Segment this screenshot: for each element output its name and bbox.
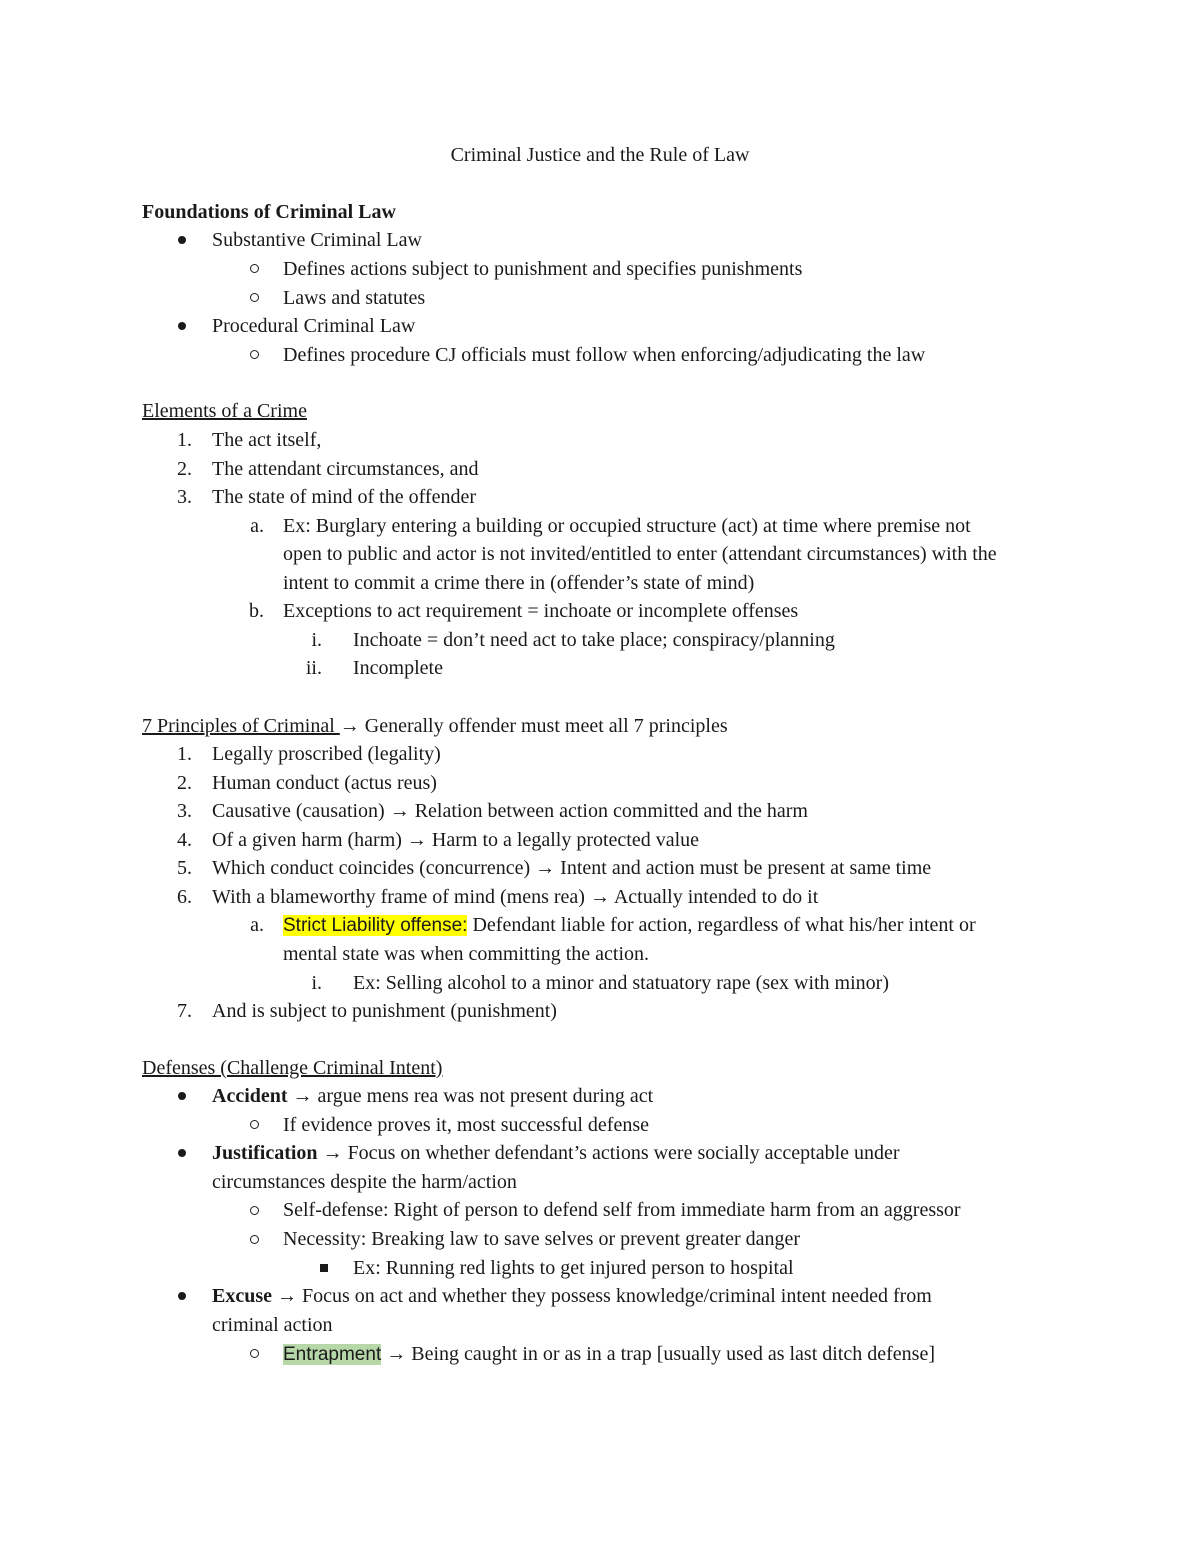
necessity-text: Necessity: Breaking law to save selves or prevent greater danger <box>283 1228 801 1250</box>
list-item: The state of mind of the offender <box>212 486 476 508</box>
bullet-square-icon <box>320 1264 328 1272</box>
strict-liability-line <box>283 911 976 940</box>
bullet-circle-icon <box>250 1206 259 1215</box>
justification-label: Justification <box>212 1142 318 1164</box>
list-marker: 5. <box>177 857 192 879</box>
procedural-law: Procedural Criminal Law <box>212 315 416 337</box>
substantive-definition: Defines actions subject to punishment and specifies punishments <box>283 258 803 280</box>
list-marker: 2. <box>177 772 192 794</box>
justification-item <box>212 1139 900 1167</box>
list-marker: 2. <box>177 458 192 480</box>
list-marker: a. <box>250 914 264 936</box>
principles-heading <box>142 712 728 740</box>
bullet-circle-icon <box>250 350 259 359</box>
incomplete-text: Incomplete <box>353 657 443 679</box>
burglary-example-line: open to public and actor is not invited/entitled to enter (attendant circumstances) with the <box>283 543 997 565</box>
strict-liability-rest: Defendant liable for action, regardless of what his/her intent or <box>467 914 976 936</box>
bullet-dot-icon <box>178 1092 186 1100</box>
entrapment-item <box>283 1340 935 1369</box>
bullet-circle-icon <box>250 1235 259 1244</box>
list-item: Legally proscribed (legality) <box>212 743 441 765</box>
inchoate-text: Inchoate = don’t need act to take place; conspiracy/planning <box>353 629 835 651</box>
excuse-text: → Focus on act and whether they possess knowledge/criminal intent needed from <box>272 1285 932 1307</box>
bullet-dot-icon <box>178 236 186 244</box>
excuse-line2: criminal action <box>212 1314 333 1336</box>
list-marker: b. <box>249 600 264 622</box>
exceptions-text: Exceptions to act requirement = inchoate or incomplete offenses <box>283 600 799 622</box>
list-marker: a. <box>250 515 264 537</box>
excuse-label: Excuse <box>212 1285 272 1307</box>
entrapment-text: → Being caught in or as in a trap [usually used as last ditch defense] <box>381 1343 935 1365</box>
document-title: Criminal Justice and the Rule of Law <box>450 144 750 166</box>
bullet-dot-icon <box>178 322 186 330</box>
list-marker: i. <box>311 972 322 994</box>
list-marker: 3. <box>177 800 192 822</box>
principles-heading-rest: → Generally offender must meet all 7 principles <box>339 715 728 737</box>
necessity-example: Ex: Running red lights to get injured person to hospital <box>353 1257 794 1279</box>
foundations-heading: Foundations of Criminal Law <box>142 201 396 223</box>
defenses-heading: Defenses (Challenge Criminal Intent) <box>142 1057 443 1079</box>
justification-text: → Focus on whether defendant’s actions were socially acceptable under <box>317 1142 900 1164</box>
accident-item <box>212 1082 653 1110</box>
strict-liability-highlight: Strict Liability offense: <box>283 915 468 936</box>
list-marker: 3. <box>177 486 192 508</box>
list-marker: 4. <box>177 829 192 851</box>
list-marker: 1. <box>177 429 192 451</box>
procedural-definition: Defines procedure CJ officials must follow when enforcing/adjudicating the law <box>283 344 926 366</box>
substantive-laws: Laws and statutes <box>283 287 426 309</box>
self-defense-text: Self-defense: Right of person to defend self from immediate harm from an aggressor <box>283 1199 961 1221</box>
list-item: Of a given harm (harm) → Harm to a legally protected value <box>212 829 700 851</box>
principles-heading-title: 7 Principles of Criminal <box>142 715 340 737</box>
bullet-circle-icon <box>250 293 259 302</box>
accident-text: → argue mens rea was not present during act <box>287 1085 654 1107</box>
burglary-example-line: Ex: Burglary entering a building or occupied structure (act) at time where premise not <box>283 515 971 537</box>
list-marker: 6. <box>177 886 192 908</box>
bullet-dot-icon <box>178 1149 186 1157</box>
list-item: The attendant circumstances, and <box>212 458 479 480</box>
bullet-circle-icon <box>250 1120 259 1129</box>
list-marker: ii. <box>305 657 322 679</box>
list-item: The act itself, <box>212 429 322 451</box>
strict-liability-example: Ex: Selling alcohol to a minor and statuatory rape (sex with minor) <box>353 972 889 994</box>
list-marker: 1. <box>177 743 192 765</box>
list-marker: i. <box>311 629 322 651</box>
justification-line2: circumstances despite the harm/action <box>212 1171 517 1193</box>
accident-sub: If evidence proves it, most successful defense <box>283 1114 649 1136</box>
entrapment-highlight: Entrapment <box>283 1344 382 1365</box>
bullet-circle-icon <box>250 264 259 273</box>
list-item: And is subject to punishment (punishment) <box>212 1000 557 1022</box>
bullet-dot-icon <box>178 1292 186 1300</box>
substantive-law: Substantive Criminal Law <box>212 229 422 251</box>
excuse-item <box>212 1282 932 1310</box>
elements-heading: Elements of a Crime <box>142 400 307 422</box>
strict-liability-line2: mental state was when committing the action. <box>283 943 650 965</box>
accident-label: Accident <box>212 1085 288 1107</box>
bullet-circle-icon <box>250 1349 259 1358</box>
list-item: Causative (causation) → Relation between action committed and the harm <box>212 800 808 822</box>
list-item: With a blameworthy frame of mind (mens rea) → Actually intended to do it <box>212 886 819 908</box>
burglary-example-line: intent to commit a crime there in (offender’s state of mind) <box>283 572 755 594</box>
list-marker: 7. <box>177 1000 192 1022</box>
list-item: Which conduct coincides (concurrence) → Intent and action must be present at same time <box>212 857 932 879</box>
list-item: Human conduct (actus reus) <box>212 772 437 794</box>
